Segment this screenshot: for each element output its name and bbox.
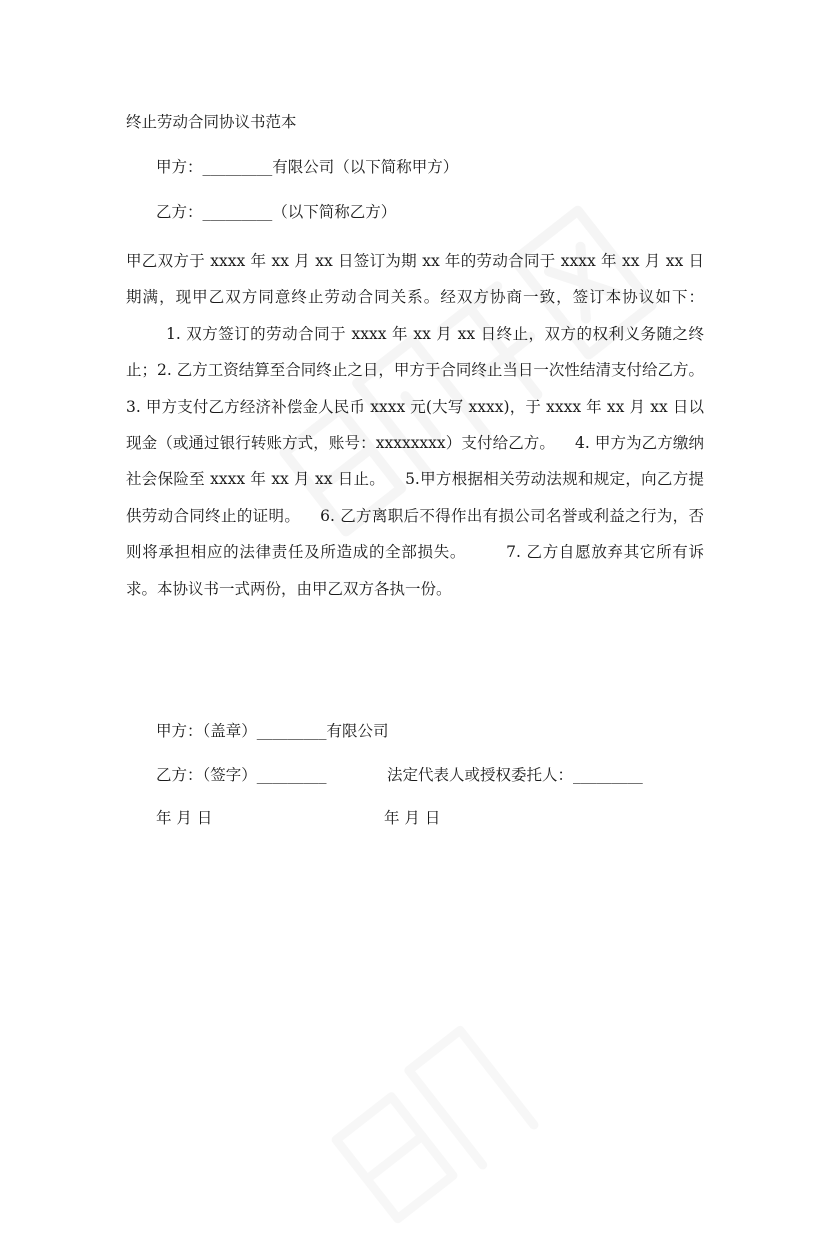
agreement-clause-5: 5.甲方根据相关劳动法规和规定，向乙方提供劳动合同终止的证明。 xyxy=(126,470,704,525)
date-right: 年 月 日 xyxy=(384,809,441,827)
agreement-body xyxy=(126,243,704,607)
agreement-clauses-1-3: 1. 双方签订的劳动合同于 xxxx 年 xx 月 xx 日终止，双方的权利义务随之终止；2. 乙方工资结算至合同终止之日，甲方于合同终止当日一次性结清支付给乙方。3. 甲方支付乙方经济补偿金人民币 xxxx 元(大写 xxxx)，于 xxxx 年 xx 月 xx 日以现金（或通过银行转账方式，账号：xxxxxxxx）支付给乙方。 xyxy=(126,324,704,453)
party-a-line: 甲方：_________有限公司（以下简称甲方） xyxy=(156,158,459,176)
agreement-clause-4: 4. 甲方为乙方缴纳社会保险至 xxxx 年 xx 月 xx 日止。 xyxy=(126,434,705,489)
party-a-seal-line: 甲方：（盖章）_________有限公司 xyxy=(156,722,389,740)
party-b-line: 乙方：_________（以下简称乙方） xyxy=(156,203,397,221)
watermark-logo-bottom-icon xyxy=(302,1005,558,1254)
agreement-intro: 甲乙双方于 xxxx 年 xx 月 xx 日签订为期 xx 年的劳动合同于 xxxx 年 xx 月 xx 日期满，现甲乙双方同意终止劳动合同关系。经双方协商一致，签订本协议如下： xyxy=(126,252,704,307)
representative-line: 法定代表人或授权委托人：_________ xyxy=(387,766,643,784)
agreement-clause-6: 6. 乙方离职后不得作出有损公司名誉或利益之行为，否则将承担相应的法律责任及所造成的全部损失。 xyxy=(126,506,704,562)
party-b-signature-line: 乙方：（签字）_________ xyxy=(156,766,327,784)
agreement-clause-7: 7. 乙方自愿放弃其它所有诉求。本协议书一式两份，由甲乙双方各执一份。 xyxy=(126,543,704,598)
document-title: 终止劳动合同协议书范本 xyxy=(126,113,297,131)
date-left: 年 月 日 xyxy=(156,809,213,827)
